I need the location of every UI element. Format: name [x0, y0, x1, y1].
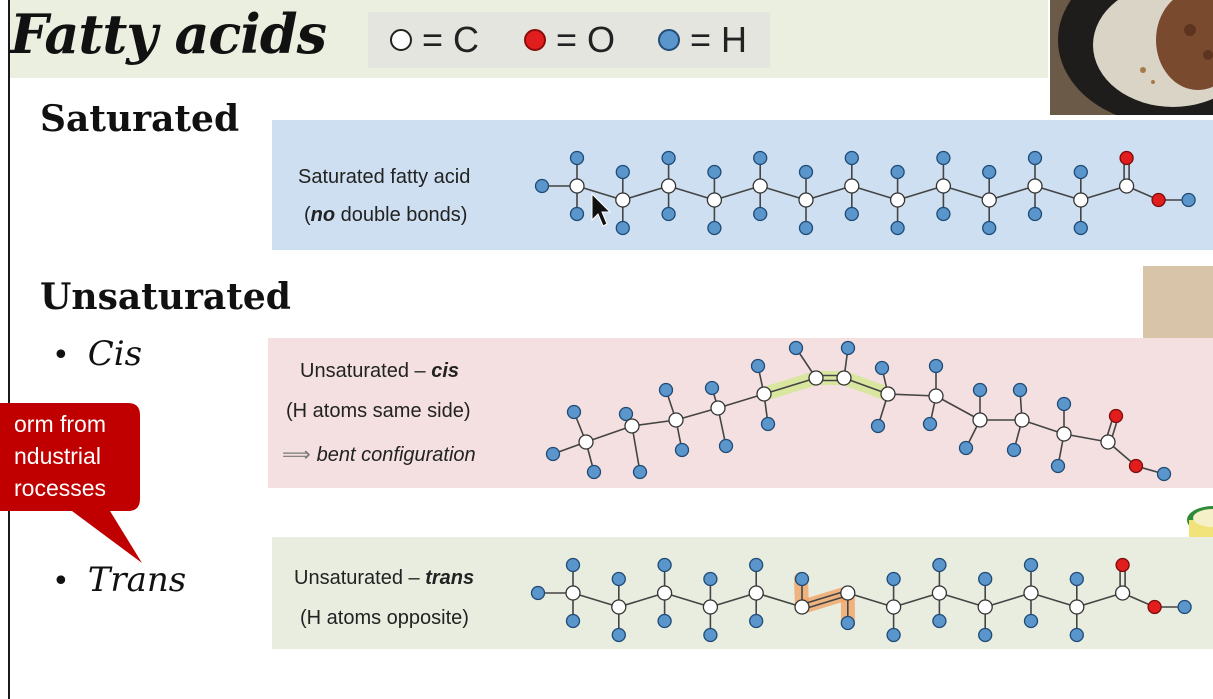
- hydrogen-atom: [660, 384, 673, 397]
- legend-hydrogen-label: = H: [690, 19, 748, 60]
- carbon-atom: [711, 401, 725, 415]
- title-band: [10, 0, 1050, 78]
- hydrogen-atom: [800, 222, 813, 235]
- carbon-atom: [579, 435, 593, 449]
- carbon-atom: [795, 600, 809, 614]
- hydrogen-atom: [790, 342, 803, 355]
- trans-molecule: [272, 537, 1213, 649]
- hydrogen-atom: [1025, 615, 1038, 628]
- hydrogen-atom: [754, 208, 767, 221]
- hydrogen-atom: [979, 573, 992, 586]
- carbon-atom: [703, 600, 717, 614]
- hydrogen-atom: [872, 420, 885, 433]
- hydrogen-atom: [1008, 444, 1021, 457]
- cis-panel-line2: (H atoms same side): [286, 400, 471, 422]
- hydrogen-atom: [662, 208, 675, 221]
- hydrogen-atom: [676, 444, 689, 457]
- hydrogen-atom: [752, 360, 765, 373]
- hydrogen-atom: [612, 573, 625, 586]
- hydrogen-atom: [937, 208, 950, 221]
- bullet-trans: • Trans: [52, 560, 187, 600]
- oxygen-atom: [1152, 194, 1165, 207]
- carbon-atom: [753, 179, 767, 193]
- oxygen-atom: [1110, 410, 1123, 423]
- hydrogen-atom: [754, 152, 767, 165]
- carbon-atom-icon: [390, 29, 412, 51]
- carbon-atom: [1024, 586, 1038, 600]
- hydrogen-atom: [1025, 559, 1038, 572]
- hydrogen-atom: [983, 222, 996, 235]
- hydrogen-atom: [979, 629, 992, 642]
- mouse-cursor-icon: [592, 194, 610, 226]
- hydrogen-atom: [845, 152, 858, 165]
- cis-panel-line1: Unsaturated – cis: [300, 360, 460, 382]
- hydrogen-atom: [706, 382, 719, 395]
- hydrogen-atom: [1074, 166, 1087, 179]
- hydrogen-atom: [720, 440, 733, 453]
- slide-left-border: [8, 0, 10, 699]
- trans-panel-line1: Unsaturated – trans: [294, 567, 475, 589]
- hydrogen-atom: [983, 166, 996, 179]
- saturated-panel-line2: (no double bonds): [304, 204, 468, 226]
- saturated-panel-line1: Saturated fatty acid: [298, 166, 471, 188]
- hydrogen-atom: [612, 629, 625, 642]
- hydrogen-atom: [616, 222, 629, 235]
- oxygen-atom: [1130, 460, 1143, 473]
- hydrogen-atom: [1029, 152, 1042, 165]
- cis-panel: [268, 338, 1213, 488]
- carbon-atom: [837, 371, 851, 385]
- atom-legend: [368, 12, 770, 68]
- carbon-atom: [1028, 179, 1042, 193]
- hydrogen-atom: [662, 152, 675, 165]
- hydrogen-atom: [937, 152, 950, 165]
- hydrogen-atom: [634, 466, 647, 479]
- carbon-atom: [1070, 600, 1084, 614]
- hydrogen-atom: [658, 559, 671, 572]
- hydrogen-atom: [974, 384, 987, 397]
- hydrogen-atom: [933, 559, 946, 572]
- hydrogen-atom: [1070, 573, 1083, 586]
- trans-panel: [272, 537, 1213, 649]
- hydrogen-atom: [1029, 208, 1042, 221]
- hydrogen-atom: [704, 573, 717, 586]
- carbon-atom: [887, 600, 901, 614]
- hydrogen-atom: [708, 166, 721, 179]
- legend-oxygen-label: = O: [556, 19, 616, 60]
- heading-unsaturated: Unsaturated: [40, 276, 291, 318]
- legend-hydrogen: [658, 12, 747, 68]
- hydrogen-atom: [930, 360, 943, 373]
- carbon-atom: [757, 387, 771, 401]
- carbon-atom: [1116, 586, 1130, 600]
- hydrogen-atom: [1074, 222, 1087, 235]
- carbon-atom: [932, 586, 946, 600]
- oxygen-atom: [1120, 152, 1133, 165]
- carbon-atom: [841, 586, 855, 600]
- hydrogen-atom: [960, 442, 973, 455]
- carbon-atom: [1074, 193, 1088, 207]
- carbon-atom: [845, 179, 859, 193]
- legend-oxygen: [524, 12, 615, 68]
- hydrogen-atom: [708, 222, 721, 235]
- hydrogen-atom: [750, 615, 763, 628]
- carbon-atom: [707, 193, 721, 207]
- hydrogen-atom: [796, 573, 809, 586]
- hydrogen-atom: [1178, 601, 1191, 614]
- hydrogen-atom: [532, 587, 545, 600]
- hydrogen-atom: [891, 222, 904, 235]
- cis-panel-line3: ⟹ bent configuration: [282, 444, 476, 466]
- hydrogen-atom: [842, 342, 855, 355]
- cis-molecule: [268, 338, 1213, 488]
- hydrogen-atom: [571, 208, 584, 221]
- hydrogen-atom: [1058, 398, 1071, 411]
- hydrogen-atom: [887, 573, 900, 586]
- carbon-atom: [973, 413, 987, 427]
- carbon-atom: [566, 586, 580, 600]
- carbon-atom: [658, 586, 672, 600]
- carbon-atom: [1015, 413, 1029, 427]
- hydrogen-atom: [845, 208, 858, 221]
- hydrogen-atom: [536, 180, 549, 193]
- hydrogen-atom: [891, 166, 904, 179]
- carbon-atom: [881, 387, 895, 401]
- hydrogen-atom: [933, 615, 946, 628]
- carbon-atom: [1057, 427, 1071, 441]
- hydrogen-atom: [876, 362, 889, 375]
- carbon-atom: [982, 193, 996, 207]
- hydrogen-atom-icon: [658, 29, 680, 51]
- hydrogen-atom: [1070, 629, 1083, 642]
- hydrogen-atom: [658, 615, 671, 628]
- hydrogen-atom: [588, 466, 601, 479]
- arrow-icon: ⟹: [282, 444, 311, 466]
- hydrogen-atom: [924, 418, 937, 431]
- pan-food-photo: [1048, 0, 1213, 115]
- hydrogen-atom: [567, 559, 580, 572]
- hydrogen-atom: [616, 166, 629, 179]
- hydrogen-atom: [1158, 468, 1171, 481]
- hydrogen-atom: [762, 418, 775, 431]
- carbon-atom: [612, 600, 626, 614]
- trans-panel-line2: (H atoms opposite): [300, 607, 469, 629]
- carbon-atom: [616, 193, 630, 207]
- carbon-atom: [978, 600, 992, 614]
- hydrogen-atom: [547, 448, 560, 461]
- bullet-cis: • Cis: [52, 334, 143, 374]
- oxygen-atom: [1148, 601, 1161, 614]
- carbon-atom: [625, 419, 639, 433]
- hydrogen-atom: [887, 629, 900, 642]
- carbon-atom: [936, 179, 950, 193]
- oxygen-atom-icon: [524, 29, 546, 51]
- oxygen-atom: [1116, 559, 1129, 572]
- carbon-atom: [1101, 435, 1115, 449]
- saturated-molecule: [272, 120, 1213, 250]
- carbon-atom: [570, 179, 584, 193]
- heading-saturated: Saturated: [40, 98, 240, 140]
- bullet-trans-label: Trans: [87, 560, 187, 600]
- legend-carbon: [390, 12, 479, 68]
- callout-text: orm from ndustrial rocesses: [14, 411, 107, 501]
- hydrogen-atom: [571, 152, 584, 165]
- saturated-panel: [272, 120, 1213, 250]
- carbon-atom: [669, 413, 683, 427]
- carbon-atom: [929, 389, 943, 403]
- carbon-atom: [891, 193, 905, 207]
- hydrogen-atom: [704, 629, 717, 642]
- hydrogen-atom: [1052, 460, 1065, 473]
- hydrogen-atom: [1014, 384, 1027, 397]
- hydrogen-atom: [1182, 194, 1195, 207]
- slide-title: Fatty acids: [10, 2, 326, 66]
- hydrogen-atom: [800, 166, 813, 179]
- carbon-atom: [662, 179, 676, 193]
- bullet-cis-label: Cis: [87, 334, 143, 374]
- carbon-atom: [809, 371, 823, 385]
- hydrogen-atom: [750, 559, 763, 572]
- hydrogen-atom: [841, 617, 854, 630]
- carbon-atom: [1120, 179, 1134, 193]
- carbon-atom: [799, 193, 813, 207]
- hydrogen-atom: [567, 615, 580, 628]
- carbon-atom: [749, 586, 763, 600]
- legend-carbon-label: = C: [422, 19, 480, 60]
- hydrogen-atom: [568, 406, 581, 419]
